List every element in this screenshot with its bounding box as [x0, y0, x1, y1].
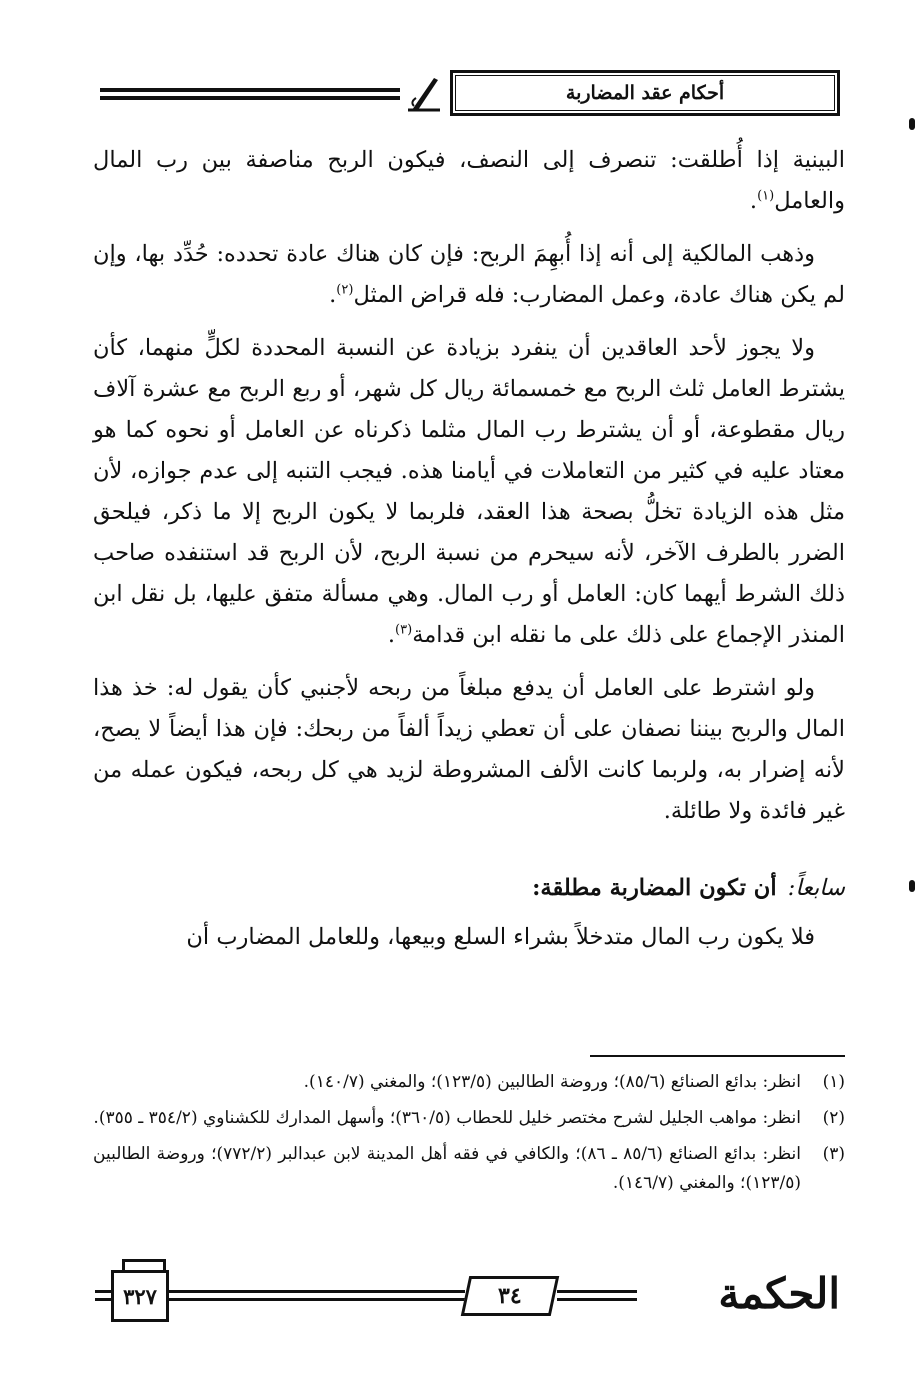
running-header: [100, 70, 840, 120]
section-heading: [93, 868, 845, 909]
footnote-text: انظر: بدائع الصنائع (٨٥/٦)؛ وروضة الطالبين (١٢٣/٥)؛ والمغني (١٤٠/٧).: [303, 1072, 801, 1092]
issue-number-badge: [461, 1276, 560, 1316]
section-ordinal: سابعاً:: [787, 875, 845, 901]
footnote-number: (٢): [822, 1108, 845, 1128]
paragraph-2: وذهب المالكية إلى أنه إذا أُبهِمَ الربح: فإن كان هناك عادة تحدده: حُدِّد بها، وإن لم يكن هناك عادة، وعمل المضارب: فله قراض المثل$^{(٢)}$.: [93, 241, 845, 308]
running-title: أحكام عقد المضاربة: [450, 70, 840, 116]
journal-logo: الحكمة: [718, 1269, 840, 1318]
footnote-ref-3[interactable]: (٣): [395, 622, 413, 638]
footnote-3: [93, 1140, 845, 1198]
edge-mark-top: [909, 118, 915, 130]
footnote-ref-2[interactable]: (٢): [336, 282, 354, 298]
issue-number: ٣٤: [498, 1283, 522, 1309]
footnote-separator: [590, 1055, 845, 1057]
footnote-ref-1[interactable]: (١): [757, 188, 775, 204]
quill-pen-icon: [404, 74, 444, 114]
page-number: ٣٢٧: [111, 1270, 169, 1322]
header-rules: [100, 88, 400, 104]
footer-rule-right-2: [557, 1298, 637, 1301]
footnote-text: انظر: مواهب الجليل لشرح مختصر خليل للحطاب (٣٦٠/٥)؛ وأسهل المدارك للكشناوي (٣٥٤/٢ ـ ٣٥٥).: [93, 1108, 801, 1128]
paragraph-5: فلا يكون رب المال متدخلاً بشراء السلع وبيعها، وللعامل المضارب أن: [186, 924, 815, 950]
footnote-number: (٣): [822, 1144, 845, 1164]
paragraph-1: البينية إذا أُطلقت: تنصرف إلى النصف، فيكون الربح مناصفة بين رب المال والعامل$^{(١)}$.: [93, 147, 845, 214]
footnotes: [93, 1068, 845, 1205]
edge-mark-middle: [909, 880, 915, 892]
footnote-2: [93, 1104, 845, 1133]
footnote-1: [93, 1068, 845, 1097]
paragraph-4: ولو اشترط على العامل أن يدفع مبلغاً من ربحه لأجنبي كأن يقول له: خذ هذا المال والربح بيننا نصفان على أن تعطي زيداً ألفاً من ربحك: فإن هذا أيضاً لا يصح، لأنه إضرار به، ولربما كانت الألف المشروطة لزيد هي كل ربحه، فيكون عمله من غير فائدة ولا طائلة.: [93, 675, 845, 824]
paragraph-3: ولا يجوز لأحد العاقدين أن ينفرد بزيادة عن النسبة المحددة لكلٍّ منهما، كأن يشترط العامل ثلث الربح مع خمسمائة ريال كل شهر، أو ربع الربح مع عشرة آلاف ريال مقطوعة، أو أن يشترط رب المال مثلما ذكرناه عن العامل أو نحوه كما هو معتاد عليه في كثير من التعاملات في أيامنا هذه. فيجب التنبه إلى عدم جوازه، لأن مثل هذه الزيادة تخلُّ بصحة هذا العقد، فلربما لا يكون الربح إلا ما ذكر، فيلحق الضرر بالطرف الآخر، لأنه سيحرم من نسبة الربح، لأن الربح قد استنفده صاحب ذلك الشرط أيهما كان: العامل أو رب المال. وهي مسألة متفق عليها، بل نقل ابن المنذر الإجماع على ذلك على ما نقله ابن قدامة$^{(٣)}$.: [93, 335, 845, 648]
main-text: [93, 140, 845, 970]
section-title: أن تكون المضاربة مطلقة:: [532, 875, 777, 901]
page-footer: [95, 1262, 840, 1332]
footnote-number: (١): [822, 1072, 845, 1092]
footnote-text: انظر: بدائع الصنائع (٨٥/٦ ـ ٨٦)؛ والكافي في فقه أهل المدينة لابن عبدالبر (٧٧٢/٢)؛ وروضة الطالبين (١٢٣/٥)؛ والمغني (١٤٦/٧).: [93, 1144, 801, 1193]
footer-rule-right: [557, 1290, 637, 1293]
